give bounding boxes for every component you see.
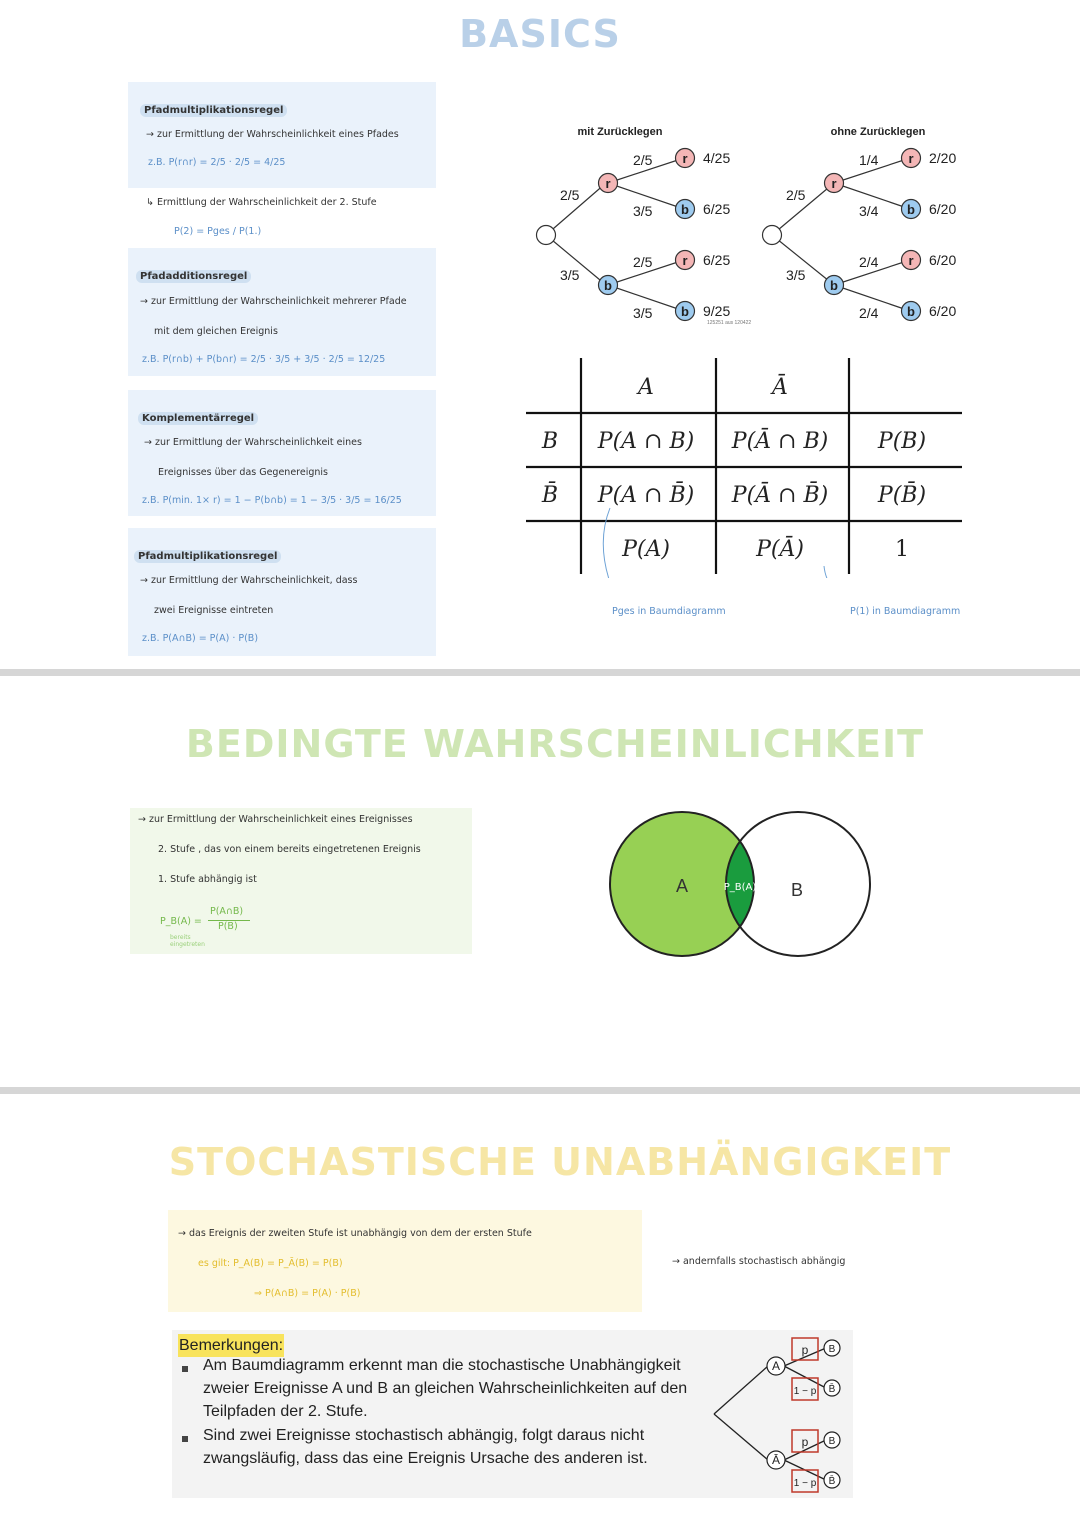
card-formula: P(2) = Pges / P(1.) (174, 226, 262, 237)
node-b: b (604, 278, 612, 293)
table-cell: P(B) (877, 429, 927, 454)
section-title-independence: STOCHASTISCHE UNABHÄNGIGKEIT (168, 1140, 952, 1184)
section-title-conditional: BEDINGTE WAHRSCHEINLICHKEIT (185, 722, 925, 766)
formula-denominator: P(B) (218, 921, 238, 932)
independence-tree (708, 1334, 848, 1494)
card-pfadaddition (128, 248, 436, 376)
prob-label: 3/5 (633, 203, 653, 219)
tree-prob: 1 − p (793, 1478, 817, 1489)
formula-left: P_B(A) = (160, 916, 202, 927)
card-line: → zur Ermittlung der Wahrscheinlichkeit eines Ereignisses (138, 814, 413, 825)
node-r: r (605, 176, 611, 191)
prob-label: 2/4 (859, 254, 879, 270)
section-title-basics: BASICS (459, 12, 621, 56)
result-label: 6/25 (703, 201, 731, 217)
table-cell: P(A) (622, 537, 670, 562)
card-pfadmultiplikation-2 (128, 528, 436, 656)
table-header-a: A (638, 375, 654, 400)
table-cell: P(A ∩ B̄) (597, 483, 695, 508)
tree-without-title: ohne Zurücklegen (830, 126, 926, 138)
tree-prob: p (801, 1343, 809, 1357)
card-line: mit dem gleichen Ereignis (154, 326, 278, 337)
card-example: z.B. P(min. 1× r) = 1 − P(b∩b) = 1 − 3/5 · 3/5 = 16/25 (142, 495, 402, 506)
card-example: z.B. P(A∩B) = P(A) · P(B) (142, 633, 259, 644)
prob-label: 3/4 (859, 203, 879, 219)
section-divider (0, 1087, 1080, 1094)
result-label: 6/20 (929, 201, 957, 217)
card-line: → zur Ermittlung der Wahrscheinlichkeit eines (144, 437, 362, 448)
card-heading: Pfadmultiplikationsregel (134, 550, 281, 563)
node-b: b (907, 304, 915, 319)
tree-node-a: A (771, 1359, 781, 1373)
remarks-box (172, 1330, 853, 1498)
prob-label: 3/5 (786, 267, 806, 283)
prob-label: 3/5 (633, 305, 653, 321)
prob-label: 2/5 (786, 187, 806, 203)
prob-label: 2/5 (633, 152, 653, 168)
four-field-table (524, 358, 964, 578)
card-line: ↳ Ermittlung der Wahrscheinlichkeit der 2. Stufe (146, 197, 377, 208)
node-r: r (682, 253, 688, 268)
remark-2: Sind zwei Ereignisse stochastisch abhängig, folgt daraus nicht zwangsläufig, dass das eine Ereignis Ursache des anderen ist. (203, 1427, 648, 1467)
card-pfadmultiplikation-1 (128, 82, 436, 188)
result-label: 4/25 (703, 150, 731, 166)
prob-label: 2/5 (633, 254, 653, 270)
card-formula: es gilt: P_A(B) = P_Ā(B) = P(B) (198, 1258, 343, 1269)
venn-diagram (600, 800, 890, 970)
node-b: b (830, 278, 838, 293)
table-cell: P(Ā ∩ B) (731, 429, 829, 454)
card-line: → zur Ermittlung der Wahrscheinlichkeit eines Pfades (146, 129, 399, 140)
card-line: 1. Stufe abhängig ist (158, 874, 257, 885)
tree-prob: 1 − p (793, 1386, 817, 1397)
result-label: 2/20 (929, 150, 957, 166)
result-label: 9/25 (703, 303, 731, 319)
card-heading: Pfadadditionsregel (136, 270, 251, 283)
card-line: 2. Stufe , das von einem bereits eingetretenen Ereignis (158, 844, 421, 855)
table-cell: P(A ∩ B) (597, 429, 695, 454)
prob-label: 3/5 (560, 267, 580, 283)
node-r: r (682, 151, 688, 166)
card-line: → das Ereignis der zweiten Stufe ist unabhängig von dem der ersten Stufe (178, 1228, 532, 1239)
table-cell: P(B̄) (877, 483, 927, 508)
table-cell: P(Ā) (756, 537, 804, 562)
card-conditional (130, 808, 472, 954)
table-header-abar: Ā (772, 375, 788, 400)
bullet (182, 1366, 188, 1372)
table-row-bbar: B̄ (541, 483, 559, 508)
section-divider (0, 669, 1080, 676)
side-note: → andernfalls stochastisch abhängig (672, 1256, 846, 1267)
tree-diagrams (520, 118, 990, 328)
bullet (182, 1436, 188, 1442)
formula-numerator: P(A∩B) (210, 906, 244, 917)
venn-label-mid: P_B(A) (723, 882, 757, 893)
formula-note: bereits eingetreten (170, 934, 205, 948)
card-komplementaer (128, 390, 436, 516)
node-r: r (908, 151, 914, 166)
tree-with-title: mit Zurücklegen (577, 126, 663, 138)
card-line: → zur Ermittlung der Wahrscheinlichkeit mehrerer Pfade (140, 296, 407, 307)
prob-label: 1/4 (859, 152, 879, 168)
result-label: 6/20 (929, 252, 957, 268)
remark-1: Am Baumdiagramm erkennt man die stochastische Unabhängigkeit zweier Ereignisse A und B an gleichen Wahrscheinlichkeiten auf den Teilpfaden der 2. Stufe. (203, 1357, 688, 1420)
card-independence (168, 1210, 642, 1312)
card-line: → zur Ermittlung der Wahrscheinlichkeit, dass (140, 575, 358, 586)
node-r: r (908, 253, 914, 268)
tree-node-b: B (828, 1344, 836, 1355)
card-example: z.B. P(r∩r) = 2/5 · 2/5 = 4/25 (148, 157, 286, 168)
card-formula: ⇒ P(A∩B) = P(A) · P(B) (254, 1288, 361, 1299)
node-b: b (907, 202, 915, 217)
tree-caption: 125251 aus 120422 (707, 320, 752, 326)
card-heading: Komplementärregel (138, 412, 258, 425)
prob-label: 2/4 (859, 305, 879, 321)
result-label: 6/20 (929, 303, 957, 319)
note-p1: P(1) in Baumdiagramm (850, 606, 961, 617)
tree-node-bbar: B̄ (828, 1384, 836, 1395)
node-r: r (831, 176, 837, 191)
venn-label-a: A (675, 876, 689, 896)
prob-label: 2/5 (560, 187, 580, 203)
node-b: b (681, 202, 689, 217)
tree-node-b: B (828, 1436, 836, 1447)
card-line: zwei Ereignisse eintreten (154, 605, 274, 616)
table-row-b: B (541, 429, 559, 454)
node-b: b (681, 304, 689, 319)
table-cell: 1 (895, 537, 909, 562)
card-line: Ereignisses über das Gegenereignis (158, 467, 328, 478)
tree-node-abar: Ā (771, 1453, 781, 1467)
result-label: 6/25 (703, 252, 731, 268)
remarks-heading: Bemerkungen: (178, 1334, 284, 1357)
table-cell: P(Ā ∩ B̄) (731, 483, 829, 508)
tree-prob: p (801, 1435, 809, 1449)
venn-label-b: B (790, 880, 804, 900)
note-pges: Pges in Baumdiagramm (612, 606, 726, 617)
card-example: z.B. P(r∩b) + P(b∩r) = 2/5 · 3/5 + 3/5 · 2/5 = 12/25 (142, 354, 386, 365)
tree-node-bbar: B̄ (828, 1476, 836, 1487)
card-heading: Pfadmultiplikationsregel (140, 104, 287, 117)
